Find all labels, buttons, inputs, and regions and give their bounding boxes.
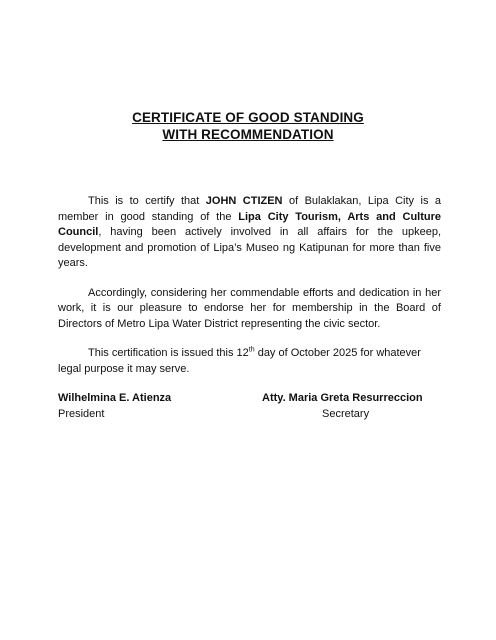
member-name: JOHN CTIZEN (205, 195, 283, 207)
president-name: Wilhelmina E. Atienza (58, 392, 172, 404)
secretary-title: Secretary (322, 407, 370, 420)
paragraph-3-text-a: This certification is issued this 12 (88, 347, 249, 359)
paragraph-certification (58, 194, 441, 272)
paragraph-3-text-b: day of October 2025 for whatever legal purpose it may serve. (58, 347, 421, 375)
paragraph-issuance (58, 346, 441, 377)
paragraph-1-text-c: , having been actively involved in all affairs for the upkeep, development and promotion of Lipa’s Museo ng Katipunan for more than five years. (58, 226, 441, 269)
organization-name: Lipa City Tourism, Arts and Culture Council (58, 210, 441, 238)
signatory-president (58, 391, 171, 422)
certificate-title (0, 109, 496, 143)
signatory-secretary (262, 391, 423, 422)
paragraph-1-text-a: This is to certify that (88, 195, 206, 207)
certificate-body (58, 194, 441, 391)
president-title: President (58, 407, 105, 420)
paragraph-1-text-b: of Bulaklakan, Lipa City is a member in good standing of the (58, 195, 441, 223)
ordinal-suffix: th (248, 346, 255, 354)
secretary-name: Atty. Maria Greta Resurreccion (262, 392, 423, 404)
title-line-1: CERTIFICATE OF GOOD STANDING (132, 110, 364, 125)
title-line-2: WITH RECOMMENDATION (162, 127, 334, 142)
paragraph-endorsement: Accordingly, considering her commendable efforts and dedication in her work, it is our pleasure to endorse her for membership in the Board of Directors of Metro Lipa Water District representing the civic sector. (58, 286, 441, 330)
